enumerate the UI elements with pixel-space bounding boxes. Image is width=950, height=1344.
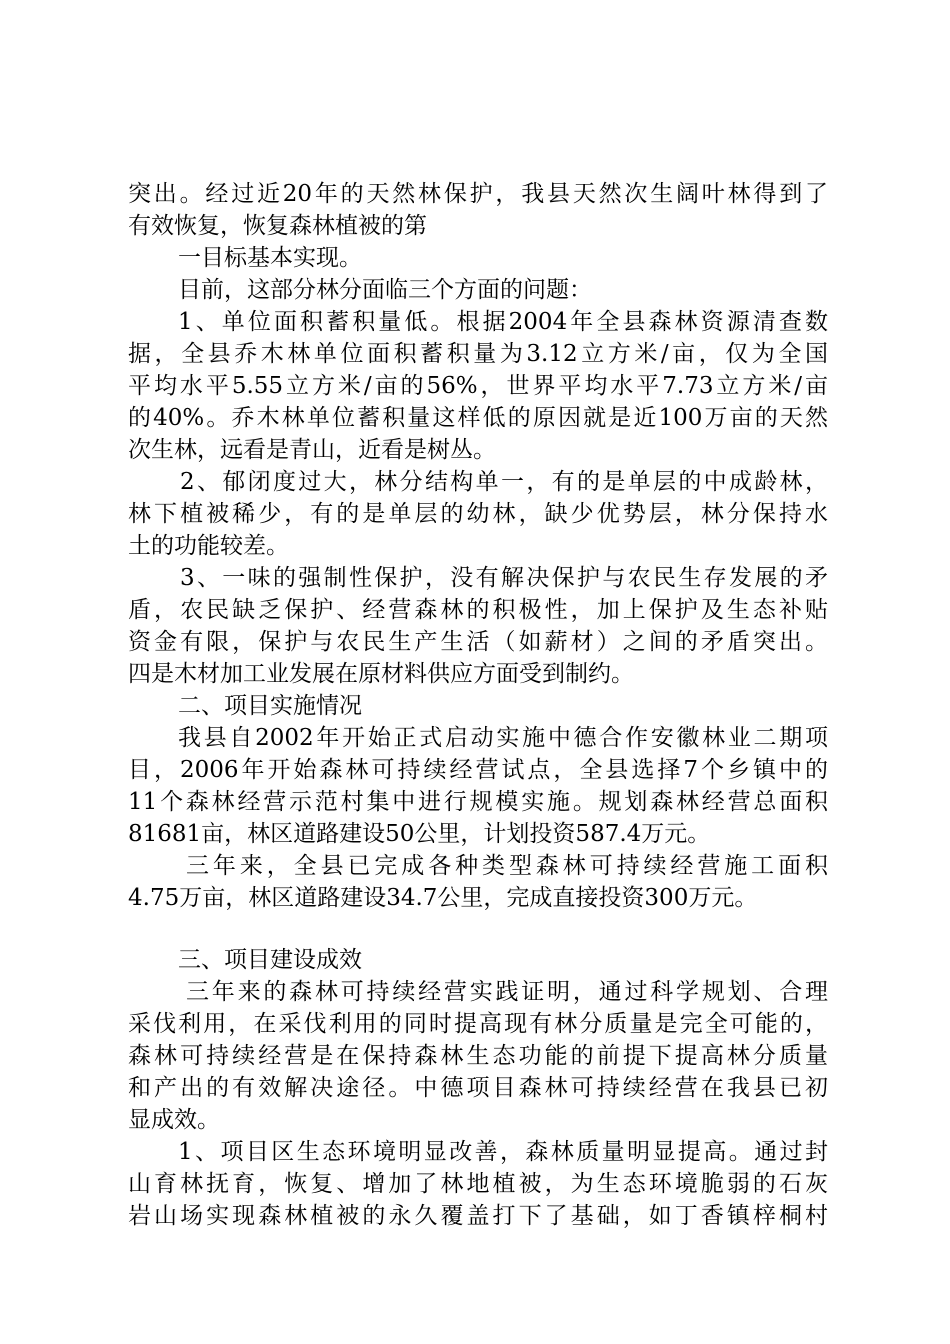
section-heading: 三、项目建设成效 [178,947,362,973]
text-line: 四是木材加工业发展在原材料供应方面受到制约。 [128,661,634,687]
text-line: 次生林，远看是青山，近看是树丛。 [128,437,496,463]
text-line: 平均水平5.55立方米/亩的56%，世界平均水平7.73立方米/亩 [128,373,828,399]
text-line: 目，2006年开始森林可持续经营试点，全县选择7个乡镇中的 [128,757,828,783]
text-line: 一目标基本实现。 [178,245,362,271]
text-line: 显成效。 [128,1107,220,1133]
text-line: 4.75万亩，林区道路建设34.7公里，完成直接投资300万元。 [128,885,758,911]
text-line: 三年来的森林可持续经营实践证明，通过科学规划、合理 [186,979,828,1005]
section-heading: 二、项目实施情况 [178,693,362,719]
text-line: 森林可持续经营是在保持森林生态功能的前提下提高林分质量 [128,1043,828,1069]
blank-spacer [128,914,828,944]
text-line: 有效恢复，恢复森林植被的第 [128,213,427,239]
text-line: 2、郁闭度过大，林分结构单一，有的是单层的中成龄林， [180,469,828,495]
text-line: 1、项目区生态环境明显改善，森林质量明显提高。通过封 [178,1139,828,1165]
text-line: 我县自2002年开始正式启动实施中德合作安徽林业二期项 [178,725,828,751]
text-line: 资金有限，保护与农民生产生活（如薪材）之间的矛盾突出。 [128,629,828,655]
text-line: 采伐利用，在采伐利用的同时提高现有林分质量是完全可能的， [128,1011,828,1037]
text-line: 三年来，全县已完成各种类型森林可持续经营施工面积 [186,853,828,879]
text-line: 据，全县乔木林单位面积蓄积量为3.12立方米/亩，仅为全国 [128,341,828,367]
text-line: 和产出的有效解决途径。中德项目森林可持续经营在我县已初 [128,1075,828,1101]
text-line: 岩山场实现森林植被的永久覆盖打下了基础，如丁香镇梓桐村 [128,1203,828,1229]
text-line: 林下植被稀少，有的是单层的幼林，缺少优势层，林分保持水 [128,501,828,527]
text-line: 土的功能较差。 [128,533,289,559]
text-line: 11个森林经营示范村集中进行规模实施。规划森林经营总面积 [128,789,828,815]
text-line: 突出。经过近20年的天然林保护，我县天然次生阔叶林得到了 [128,181,828,207]
text-line: 3、一味的强制性保护，没有解决保护与农民生存发展的矛 [180,565,828,591]
text-line: 目前，这部分林分面临三个方面的问题： [178,277,592,303]
text-line: 山育林抚育，恢复、增加了林地植被，为生态环境脆弱的石灰 [128,1171,828,1197]
text-line: 81681亩，林区道路建设50公里，计划投资587.4万元。 [128,821,711,847]
text-line: 的40%。乔木林单位蓄积量这样低的原因就是近100万亩的天然 [128,405,828,431]
document-body [128,178,828,1232]
text-line: 盾，农民缺乏保护、经营森林的积极性，加上保护及生态补贴 [128,597,828,623]
text-line: 1、单位面积蓄积量低。根据2004年全县森林资源清查数 [178,309,828,335]
